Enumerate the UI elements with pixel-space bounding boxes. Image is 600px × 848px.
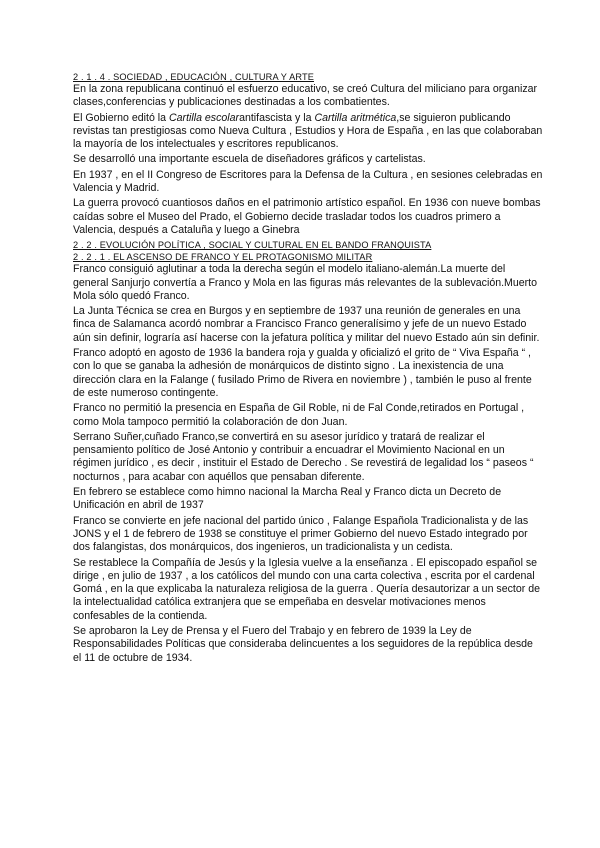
paragraph (73, 112, 543, 152)
paragraph: Se restablece la Compañía de Jesús y la Iglesia vuelve a la enseñanza . El episcopado español se dirige , en julio de 1937 , a los católicos del mundo con una carta colectiva , escrita por el cardenal Gomá , en la que explicaba la naturaleza religiosa de la guerra . Quería desautorizar a un sector de la intelectualidad católica extranjera que se empeñaba en desvelar motivaciones menos confesables de la contienda. (73, 556, 540, 622)
paragraph: Franco consiguió aglutinar a toda la derecha según el modelo italiano-alemán.La muerte del general Sanjurjo convertía a Franco y Mola en las figuras más relevantes de la sublevación.Muerto Mola sólo quedó Franco. (73, 263, 538, 302)
paragraph-text: El Gobierno editó la (73, 111, 169, 124)
paragraph: En la zona republicana continuó el esfuerzo educativo, se creó Cultura del miliciano para organizar clases,conferencias y publicaciones destinadas a los combatientes. (73, 83, 538, 109)
paragraph: Franco se convierte en jefe nacional del partido único , Falange Española Tradicionalista y de las JONS y el 1 de febrero de 1938 se constituye el primer Gobierno del nuevo Estado integrado por dos falangistas, dos monárquicos, dos ingenieros, un tradicionalista y un cedista. (73, 514, 529, 554)
paragraph: En febrero se establece como himno nacional la Marcha Real y Franco dicta un Decreto de Unificación en abril de 1937 (73, 486, 502, 512)
section-heading-2-2-1: 2 . 2 . 1 . EL ASCENSO DE FRANCO Y EL PROTAGONISMO MILITAR (73, 252, 373, 263)
paragraph-text: antifascista y la (239, 111, 315, 124)
section-heading-2-2: 2 . 2 . EVOLUCIÓN POLÍTICA , SOCIAL Y CULTURAL EN EL BANDO FRANQUISTA (73, 240, 432, 251)
document-page (73, 71, 543, 667)
paragraph: Serrano Suñer,cuñado Franco,se convertirá en su asesor jurídico y tratará de realizar el pensamiento político de José Antonio y contribuir a encuadrar el Movimiento Nacional en un régimen jurídico , es decir , instituir el Estado de Derecho . Se revestirá de legalidad los “ paseos “ nocturnos , para acabar con aquéllos que pensaban diferente. (73, 430, 534, 483)
section-heading-2-1-4: 2 . 1 . 4 . SOCIEDAD , EDUCACIÓN , CULTURA Y ARTE (73, 72, 315, 82)
italic-title: Cartilla aritmética (314, 111, 397, 124)
paragraph: La Junta Técnica se crea en Burgos y en septiembre de 1937 una reunión de generales en una finca de Salamanca acordó nombrar a Francisco Franco generalísimo y jefe de un nuevo Estado aún sin definir, lograría así hacerse con la jefatura política y militar del nuevo Estado aún sin definir. (73, 305, 540, 344)
paragraph: Se desarrolló una importante escuela de diseñadores gráficos y cartelistas. (73, 153, 426, 166)
italic-title: Cartilla escolar (169, 111, 240, 124)
paragraph: Franco no permitió la presencia en España de Gil Roble, ni de Fal Conde,retirados en Portugal , como Mola tampoco permitió la colaboración de don Juan. (73, 402, 525, 428)
paragraph-text: ,se siguieron publicando revistas tan prestigiosas como Nueva Cultura , Estudios y Hora de España , en las que colaboraban la mayoría de los intelectuales y escritores republicanos. (73, 111, 543, 151)
paragraph: Se aprobaron la Ley de Prensa y el Fuero del Trabajo y en febrero de 1939 la Ley de Responsabilidades Políticas que consideraba delincuentes a los seguidores de la república desde el 11 de octubre de 1934. (73, 624, 533, 664)
paragraph: En 1937 , en el II Congreso de Escritores para la Defensa de la Cultura , en sesiones celebradas en Valencia y Madrid. (73, 168, 543, 195)
paragraph: Franco adoptó en agosto de 1936 la bandera roja y gualda y oficializó el grito de “ Viva España “ , con lo que se ganaba la adhesión de monárquicos de distinto signo . La inexistencia de una dirección clara en la Falange ( fusilado Primo de Rivera en noviembre ) , también le puso al frente de este numeroso contingente. (73, 347, 532, 399)
paragraph: La guerra provocó cuantiosos daños en el patrimonio artístico español. En 1936 con nueve bombas caídas sobre el Museo del Prado, el Gobierno decide trasladar todos los cuadros primero a Valencia, después a Cataluña y luego a Ginebra (73, 197, 541, 236)
